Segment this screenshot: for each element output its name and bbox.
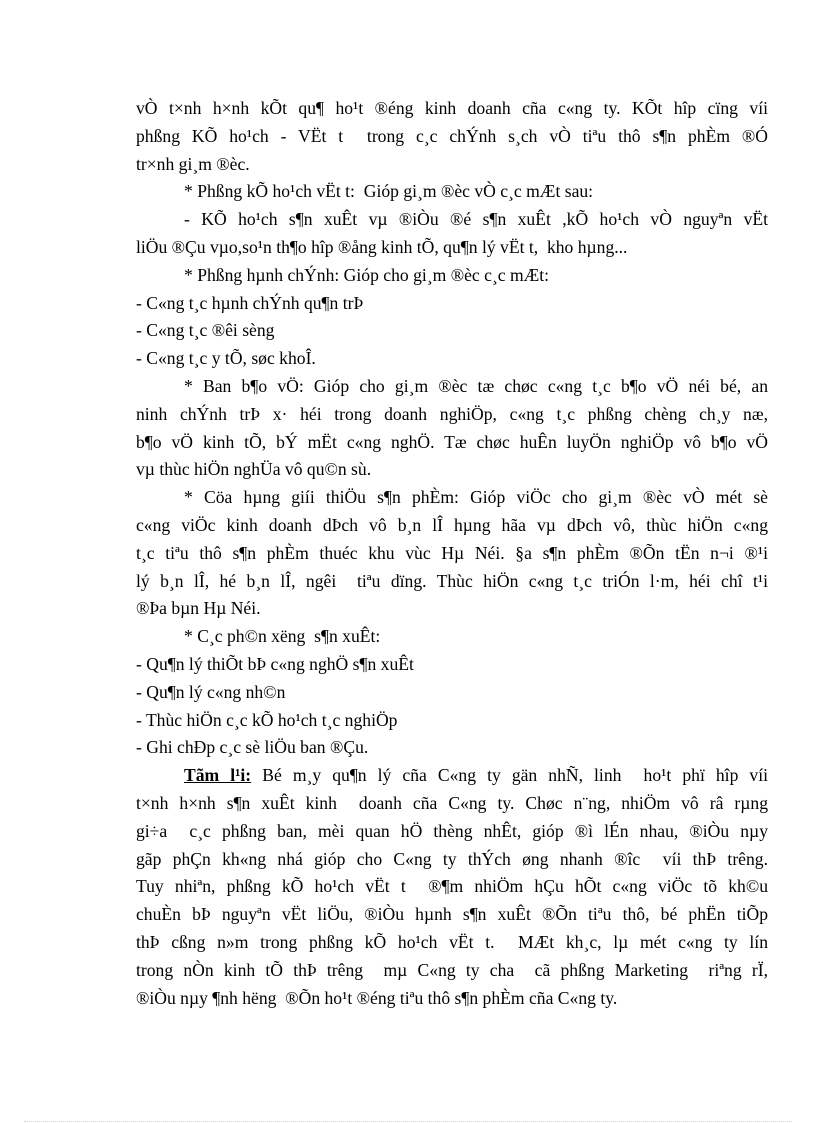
text-line-content: - Qu¶n lý c«ng nh©n <box>136 681 286 702</box>
text-line <box>136 957 768 985</box>
text-line <box>136 123 768 151</box>
text-line <box>136 873 768 901</box>
text-line <box>136 262 768 290</box>
text-line-content: t¸c tiªu thô s¶n phÈm thuéc khu vùc Hµ Néi. §a s¶n phÈm ®Õn tËn n¬i ®¹i <box>136 542 768 563</box>
text-line-content: Bé m¸y qu¶n lý cña C«ng ty gän nhÑ, linh ho¹t phï hîp víi <box>262 765 769 786</box>
text-line-content: ®Þa bµn Hµ Néi. <box>136 598 261 619</box>
text-line <box>136 317 768 345</box>
text-line <box>136 623 768 651</box>
page-bottom-divider <box>24 1121 792 1122</box>
text-line-content: ®iÒu nµy ¶nh hëng ®Õn ho¹t ®éng tiªu thô s¶n phÈm cña C«ng ty. <box>136 987 618 1008</box>
text-line-content: - C«ng t¸c ®êi sèng <box>136 320 275 341</box>
text-line-content: * C¸c ph©n xëng s¶n xuÊt: <box>184 626 381 647</box>
text-line <box>136 206 768 234</box>
text-line <box>136 707 768 735</box>
text-line-content: thÞ cßng n»m trong phßng kÕ ho¹ch vËt t. MÆt kh¸c, lµ mét c«ng ty lín <box>136 931 768 952</box>
text-line <box>136 901 768 929</box>
text-line <box>136 373 768 401</box>
text-line <box>136 762 768 790</box>
text-line-content: trong nÒn kinh tÕ thÞ trêng mµ C«ng ty cha cã phßng Marketing riªng rÏ, <box>136 959 768 980</box>
text-line-content: - Qu¶n lý thiÕt bÞ c«ng nghÖ s¶n xuÊt <box>136 653 414 674</box>
text-line <box>136 595 768 623</box>
text-line <box>136 345 768 373</box>
text-line-content: - Ghi chÐp c¸c sè liÖu ban ®Çu. <box>136 737 369 758</box>
text-line <box>136 484 768 512</box>
text-line-content: liÖu ®Çu vµo,so¹n th¶o hîp ®ång kinh tÕ, qu¶n lý vËt t, kho hµng... <box>136 236 628 257</box>
summary-label: Tãm l¹i: <box>184 765 252 786</box>
text-line-content: phßng KÕ ho¹ch - VËt t trong c¸c chÝnh s¸ch vÒ tiªu thô s¶n phÈm ®Ó <box>136 125 768 146</box>
text-line-content: - C«ng t¸c y tÕ, søc khoÎ. <box>136 348 316 369</box>
text-line <box>136 651 768 679</box>
text-line <box>136 401 768 429</box>
text-line <box>136 568 768 596</box>
text-line-content: * Phßng kÕ ho¹ch vËt t: Gióp gi¸m ®èc vÒ c¸c mÆt sau: <box>184 181 594 202</box>
text-line <box>136 985 768 1013</box>
text-line <box>136 95 768 123</box>
text-line-content: * Ban b¶o vÖ: Gióp cho gi¸m ®èc tæ chøc c«ng t¸c b¶o vÖ néi bé, an <box>184 375 768 396</box>
text-line-content: * Cöa hµng giíi thiÖu s¶n phÈm: Gióp viÖc cho gi¸m ®èc vÒ mét sè <box>184 487 768 508</box>
text-line-content: b¶o vÖ kinh tÕ, bÝ mËt c«ng nghÖ. Tæ chøc huÊn luyÖn nghiÖp vô b¶o vÖ <box>136 431 768 452</box>
text-line-content: c«ng viÖc kinh doanh dÞch vô b¸n lÎ hµng hãa vµ dÞch vô, thùc hiÖn c«ng <box>136 514 768 535</box>
text-line <box>136 846 768 874</box>
text-line-content: tr×nh gi¸m ®èc. <box>136 153 250 174</box>
text-line-content: - C«ng t¸c hµnh chÝnh qu¶n trÞ <box>136 292 364 313</box>
text-line-content: vµ thùc hiÖn nghÜa vô qu©n sù. <box>136 459 372 480</box>
text-line-content: t×nh h×nh s¶n xuÊt kinh doanh cña C«ng ty. Chøc n¨ng, nhiÖm vô râ rµng <box>136 792 768 813</box>
text-line <box>136 456 768 484</box>
text-line <box>136 151 768 179</box>
text-line <box>136 790 768 818</box>
text-line <box>136 234 768 262</box>
text-line-content: gi÷a c¸c phßng ban, mèi quan hÖ thèng nhÊt, gióp ®ì lÉn nhau, ®iÒu nµy <box>136 820 768 841</box>
text-line <box>136 540 768 568</box>
text-line-content: vÒ t×nh h×nh kÕt qu¶ ho¹t ®éng kinh doanh cña c«ng ty. KÕt hîp cïng víi <box>136 98 768 118</box>
text-line <box>136 290 768 318</box>
text-line-content: lý b¸n lÎ, hé b¸n lÎ, ngêi tiªu dïng. Thùc hiÖn c«ng t¸c triÓn l·m, héi chî t¹i <box>136 570 768 591</box>
text-line <box>136 178 768 206</box>
text-line <box>136 429 768 457</box>
text-line-content: - KÕ ho¹ch s¶n xuÊt vµ ®iÒu ®é s¶n xuÊt ,kÕ ho¹ch vÒ nguyªn vËt <box>184 209 768 230</box>
text-line <box>136 734 768 762</box>
document-body <box>136 95 768 1012</box>
text-line <box>136 818 768 846</box>
text-line-content: - Thùc hiÖn c¸c kÕ ho¹ch t¸c nghiÖp <box>136 709 398 730</box>
text-line-content: Tuy nhiªn, phßng kÕ ho¹ch vËt t ®¶m nhiÖm hÇu hÕt c«ng viÖc tõ kh©u <box>136 876 768 897</box>
text-line <box>136 929 768 957</box>
text-line <box>136 512 768 540</box>
text-line-content: * Phßng hµnh chÝnh: Gióp cho gi¸m ®èc c¸c mÆt: <box>184 264 550 285</box>
text-line-content: ninh chÝnh trÞ x· héi trong doanh nghiÖp, c«ng t¸c phßng chèng ch¸y næ, <box>136 403 768 424</box>
text-line <box>136 679 768 707</box>
text-line-content: gãp phÇn kh«ng nhá gióp cho C«ng ty thÝch øng nhanh ®îc víi thÞ trêng. <box>136 848 768 869</box>
text-line-content: chuÈn bÞ nguyªn vËt liÖu, ®iÒu hµnh s¶n xuÊt ®Õn tiªu thô, bé phËn tiÕp <box>136 904 768 925</box>
